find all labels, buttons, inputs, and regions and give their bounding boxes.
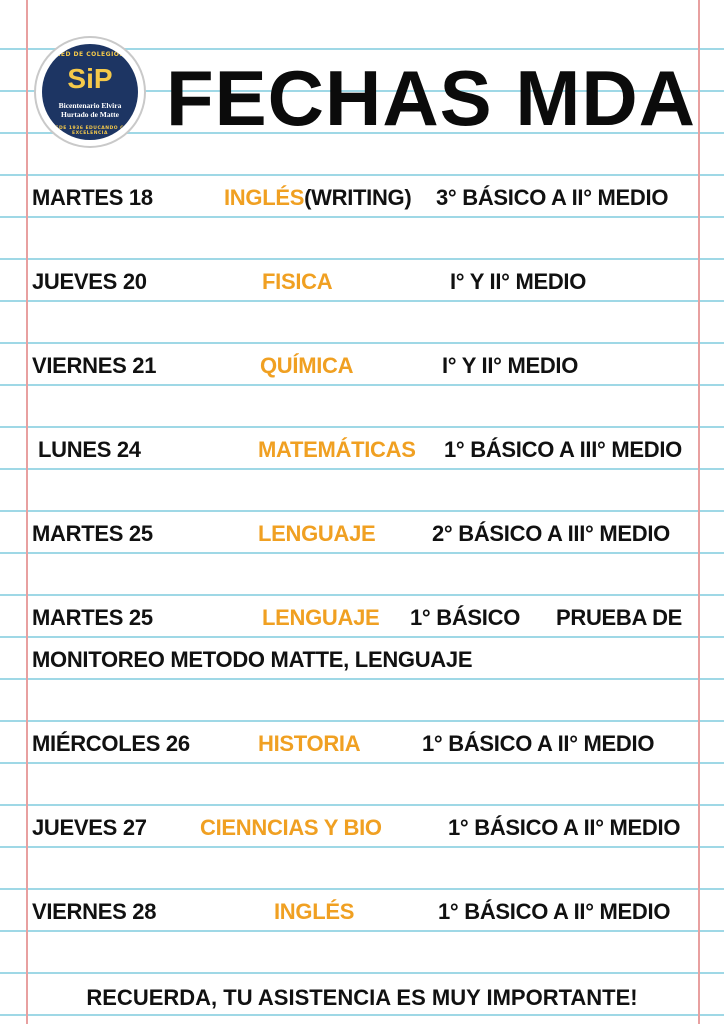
- schedule-subject: FISICA: [262, 269, 333, 294]
- schedule-levels: 1° BÁSICO: [410, 605, 521, 630]
- schedule-row: [0, 178, 724, 218]
- header: [0, 0, 724, 160]
- schedule-day: MARTES 18: [32, 185, 153, 210]
- logo-line-2: Hurtado de Matte: [61, 110, 119, 119]
- schedule-levels: 1° BÁSICO A II° MEDIO: [422, 731, 655, 756]
- school-logo-badge: [42, 44, 138, 140]
- schedule-row: [0, 514, 724, 554]
- logo-ring-bottom-text: DESDE 1936 EDUCANDO CON EXCELENCIA: [47, 126, 133, 136]
- schedule-levels: 1° BÁSICO A II° MEDIO: [438, 899, 671, 924]
- footer-reminder: RECUERDA, TU ASISTENCIA ES MUY IMPORTANTE!: [86, 985, 638, 1010]
- schedule-levels: I° Y II° MEDIO: [442, 353, 579, 378]
- schedule-note-part-2: MONITOREO METODO MATTE, LENGUAJE: [32, 647, 473, 672]
- schedule-levels: I° Y II° MEDIO: [450, 269, 587, 294]
- schedule-day: VIERNES 21: [32, 353, 157, 378]
- schedule-row: [0, 724, 724, 764]
- schedule-subject: MATEMÁTICAS: [258, 437, 416, 462]
- schedule-levels: 2° BÁSICO A III° MEDIO: [432, 521, 670, 546]
- page-title: FECHAS MDA: [166, 54, 696, 142]
- schedule-levels: 3° BÁSICO A II° MEDIO: [436, 185, 669, 210]
- schedule-row: [0, 598, 724, 638]
- schedule-levels: 1° BÁSICO A II° MEDIO: [448, 815, 681, 840]
- schedule-row: [0, 808, 724, 848]
- schedule-subject-note: (WRITING): [304, 185, 412, 210]
- school-logo: [36, 38, 144, 146]
- schedule-day: JUEVES 20: [32, 269, 147, 294]
- schedule-subject: LENGUAJE: [262, 605, 380, 630]
- schedule-day: VIERNES 28: [32, 899, 157, 924]
- logo-line-1: Bicentenario Elvira: [58, 101, 122, 110]
- schedule-subject: INGLÉS: [274, 899, 355, 924]
- schedule-day: MARTES 25: [32, 605, 153, 630]
- schedule-subject: CIENNCIAS Y BIO: [200, 815, 382, 840]
- schedule-row: [0, 262, 724, 302]
- schedule-day: JUEVES 27: [32, 815, 147, 840]
- schedule-note-part-1: PRUEBA DE: [556, 605, 683, 630]
- schedule-row: [0, 346, 724, 386]
- schedule-subject: QUÍMICA: [260, 353, 354, 378]
- schedule-row: [0, 430, 724, 470]
- schedule-row: [0, 892, 724, 932]
- schedule-day: MARTES 25: [32, 521, 153, 546]
- logo-ring-top-text: RED DE COLEGIOS: [55, 51, 125, 58]
- schedule-day: LUNES 24: [38, 437, 141, 462]
- schedule-subject-group: [224, 178, 411, 218]
- schedule-subject: LENGUAJE: [258, 521, 376, 546]
- schedule-row-continuation: [0, 640, 724, 680]
- schedule-subject: HISTORIA: [258, 731, 361, 756]
- schedule-subject: INGLÉS: [224, 185, 305, 210]
- logo-mark: SiP: [67, 63, 113, 94]
- schedule-day: MIÉRCOLES 26: [32, 731, 190, 756]
- schedule-levels: 1° BÁSICO A III° MEDIO: [444, 437, 682, 462]
